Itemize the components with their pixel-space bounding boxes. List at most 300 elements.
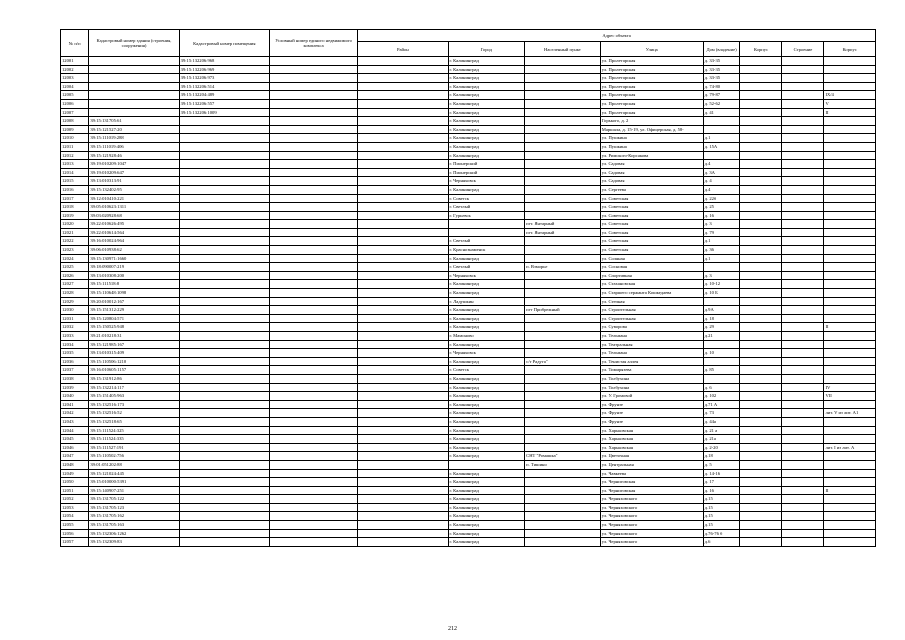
- cell-cad-complex: [269, 469, 357, 478]
- cell-district: [358, 332, 448, 341]
- table-row: [61, 194, 876, 203]
- cell-num: 12002: [61, 65, 89, 74]
- cell-settlement: [525, 246, 601, 255]
- cell-street: ул. Советская: [600, 194, 703, 203]
- table-row: [61, 203, 876, 212]
- cell-house: д.18: [703, 452, 740, 461]
- cell-block: II: [824, 486, 876, 495]
- cell-settlement: [525, 185, 601, 194]
- cell-house: д. 41: [703, 108, 740, 117]
- cell-city: г. Калининград: [448, 512, 525, 521]
- cell-district: [358, 220, 448, 229]
- cell-street: ул. Советская: [600, 237, 703, 246]
- cell-cad-building: 39:03:020928:68: [89, 211, 179, 220]
- cell-street: ул. Харьковская: [600, 443, 703, 452]
- cell-district: [358, 400, 448, 409]
- cell-cad-building: 39:15:151312:229: [89, 306, 179, 315]
- cell-house: д. 22б: [703, 194, 740, 203]
- cell-house: д. 16: [703, 211, 740, 220]
- cell-settlement: [525, 503, 601, 512]
- cell-city: г. Калининград: [448, 538, 525, 547]
- cell-street: ул. Стахановская: [600, 280, 703, 289]
- cell-district: [358, 306, 448, 315]
- cell-house: д. 17: [703, 478, 740, 487]
- cell-cad-room: [179, 263, 269, 272]
- cell-num: 12028: [61, 289, 89, 298]
- cell-settlement: [525, 443, 601, 452]
- cell-cad-room: [179, 409, 269, 418]
- cell-structure: [782, 323, 824, 332]
- cell-cad-room: 39:15:132206:557: [179, 99, 269, 108]
- cell-district: [358, 151, 448, 160]
- cell-district: [358, 228, 448, 237]
- cell-cad-building: [89, 57, 179, 66]
- cell-block: [824, 512, 876, 521]
- cell-district: [358, 452, 448, 461]
- cell-block: [824, 426, 876, 435]
- cell-num: 12046: [61, 443, 89, 452]
- cell-settlement: [525, 142, 601, 151]
- cell-cad-building: 39:15:121985:167: [89, 340, 179, 349]
- cell-cad-complex: [269, 512, 357, 521]
- cell-block: [824, 503, 876, 512]
- cell-cad-building: 39:19:010209:647: [89, 168, 179, 177]
- cell-cad-complex: [269, 220, 357, 229]
- table-row: [61, 297, 876, 306]
- cell-block: [824, 314, 876, 323]
- table-row: [61, 392, 876, 401]
- cell-korpus: [740, 332, 782, 341]
- table-row: [61, 134, 876, 143]
- cell-street: ул. Садовая: [600, 177, 703, 186]
- cell-house: д. 44а: [703, 417, 740, 426]
- cell-settlement: [525, 478, 601, 487]
- cell-korpus: [740, 460, 782, 469]
- cell-city: г. Светлый: [448, 263, 525, 272]
- cell-city: г. Калининград: [448, 495, 525, 504]
- cell-cad-room: [179, 443, 269, 452]
- cell-settlement: [525, 91, 601, 100]
- cell-num: 12021: [61, 228, 89, 237]
- cell-cad-room: [179, 203, 269, 212]
- cell-num: 12049: [61, 469, 89, 478]
- cell-korpus: [740, 108, 782, 117]
- cell-house: д.15: [703, 503, 740, 512]
- cell-block: [824, 417, 876, 426]
- cell-cad-room: [179, 314, 269, 323]
- cell-structure: [782, 177, 824, 186]
- header-street: Улица: [600, 42, 703, 57]
- cell-street: ул. Советская: [600, 246, 703, 255]
- cell-num: 12009: [61, 125, 89, 134]
- cell-city: г. Калининград: [448, 82, 525, 91]
- cell-cad-complex: [269, 478, 357, 487]
- cell-cad-room: [179, 478, 269, 487]
- cell-settlement: [525, 57, 601, 66]
- cell-cad-complex: [269, 426, 357, 435]
- cell-cad-building: 39:15:151405:963: [89, 392, 179, 401]
- cell-street: ул. Тельмана: [600, 332, 703, 341]
- cell-cad-room: [179, 503, 269, 512]
- cell-street: ул. Сергеева: [600, 185, 703, 194]
- cell-cad-complex: [269, 74, 357, 83]
- cell-city: г. Калининград: [448, 340, 525, 349]
- cell-city: г. Калининград: [448, 151, 525, 160]
- cell-korpus: [740, 91, 782, 100]
- cell-street: ул. Строительная: [600, 314, 703, 323]
- cell-korpus: [740, 134, 782, 143]
- cell-cad-complex: [269, 340, 357, 349]
- cell-structure: [782, 426, 824, 435]
- cell-num: 12051: [61, 486, 89, 495]
- cell-num: 12006: [61, 99, 89, 108]
- cell-cad-complex: [269, 65, 357, 74]
- cell-house: д. 10: [703, 349, 740, 358]
- cell-district: [358, 271, 448, 280]
- cell-cad-room: [179, 125, 269, 134]
- cell-cad-complex: [269, 177, 357, 186]
- cell-cad-room: [179, 460, 269, 469]
- cell-district: [358, 289, 448, 298]
- cell-house: д. 25: [703, 203, 740, 212]
- header-house: Дом (владение): [703, 42, 740, 57]
- cell-structure: [782, 297, 824, 306]
- cell-district: [358, 503, 448, 512]
- cell-district: [358, 529, 448, 538]
- cell-house: д.15: [703, 512, 740, 521]
- cell-settlement: [525, 400, 601, 409]
- cell-num: 12047: [61, 452, 89, 461]
- cell-block: [824, 280, 876, 289]
- table-row: [61, 495, 876, 504]
- cell-district: [358, 91, 448, 100]
- cell-cad-building: 39:15:111019:288: [89, 134, 179, 143]
- cell-house: д.4: [703, 185, 740, 194]
- header-block: Корпус: [824, 42, 876, 57]
- cell-structure: [782, 91, 824, 100]
- cell-num: 12054: [61, 512, 89, 521]
- table-row: [61, 452, 876, 461]
- cell-num: 12015: [61, 177, 89, 186]
- cell-district: [358, 177, 448, 186]
- cell-structure: [782, 65, 824, 74]
- cell-block: [824, 263, 876, 272]
- cell-cad-room: [179, 340, 269, 349]
- cell-cad-room: [179, 400, 269, 409]
- cell-house: д.71 А: [703, 400, 740, 409]
- cell-house: д. 4: [703, 177, 740, 186]
- table-row: [61, 271, 876, 280]
- cell-house: д.1: [703, 134, 740, 143]
- cell-settlement: [525, 521, 601, 530]
- cell-korpus: [740, 99, 782, 108]
- cell-house: д. 18: [703, 314, 740, 323]
- cell-cad-room: [179, 117, 269, 126]
- cell-korpus: [740, 82, 782, 91]
- cell-korpus: [740, 512, 782, 521]
- table-row: [61, 108, 876, 117]
- cell-cad-building: 39:15:110506:1210: [89, 357, 179, 366]
- table-row: [61, 400, 876, 409]
- cell-district: [358, 349, 448, 358]
- cell-district: [358, 366, 448, 375]
- cell-house: [703, 117, 740, 126]
- cell-city: [448, 460, 525, 469]
- cell-structure: [782, 134, 824, 143]
- cell-cad-building: 39:06:010938:62: [89, 246, 179, 255]
- cell-korpus: [740, 151, 782, 160]
- cell-settlement: п. Взморье: [525, 263, 601, 272]
- cell-cad-complex: [269, 168, 357, 177]
- cell-korpus: [740, 289, 782, 298]
- cell-street: ул. Пролетарская: [600, 99, 703, 108]
- cell-structure: [782, 246, 824, 255]
- cell-structure: [782, 374, 824, 383]
- cell-district: [358, 469, 448, 478]
- table-row: [61, 521, 876, 530]
- cell-street: Горького, д. 2: [600, 117, 703, 126]
- cell-structure: [782, 203, 824, 212]
- cell-street: ул. Черняховского: [600, 503, 703, 512]
- cell-structure: [782, 237, 824, 246]
- cell-block: [824, 177, 876, 186]
- header-city: Город: [448, 42, 525, 57]
- cell-structure: [782, 400, 824, 409]
- cell-city: г. Мамоново: [448, 332, 525, 341]
- cell-district: [358, 435, 448, 444]
- cell-cad-building: [89, 108, 179, 117]
- cell-house: д. 10 Б: [703, 289, 740, 298]
- cell-block: [824, 478, 876, 487]
- cell-street: ул. Садовая: [600, 160, 703, 169]
- cell-settlement: [525, 340, 601, 349]
- cell-block: [824, 211, 876, 220]
- cell-num: 12019: [61, 211, 89, 220]
- cell-cad-complex: [269, 503, 357, 512]
- cell-city: г. Калининград: [448, 108, 525, 117]
- cell-settlement: [525, 417, 601, 426]
- cell-korpus: [740, 400, 782, 409]
- cell-structure: [782, 392, 824, 401]
- cell-block: [824, 366, 876, 375]
- cell-cad-building: 39:15:132402:95: [89, 185, 179, 194]
- cell-city: г. Калининград: [448, 392, 525, 401]
- cell-block: [824, 340, 876, 349]
- cell-district: [358, 357, 448, 366]
- table-row: [61, 426, 876, 435]
- cell-num: 12042: [61, 409, 89, 418]
- cell-street: ул. Советская: [600, 220, 703, 229]
- cell-korpus: [740, 503, 782, 512]
- cell-street: ул. Черняховского: [600, 521, 703, 530]
- cell-street: ул. Сосновая: [600, 263, 703, 272]
- cell-num: 12026: [61, 271, 89, 280]
- cell-korpus: [740, 228, 782, 237]
- cell-house: д.21: [703, 332, 740, 341]
- cell-cad-complex: [269, 194, 357, 203]
- cell-cad-complex: [269, 185, 357, 194]
- cell-house: д. 29: [703, 323, 740, 332]
- cell-num: 12048: [61, 460, 89, 469]
- cell-korpus: [740, 435, 782, 444]
- cell-block: [824, 57, 876, 66]
- cell-city: г. Советск: [448, 366, 525, 375]
- cell-cad-building: 39:15:110502:756: [89, 452, 179, 461]
- cell-cad-complex: [269, 409, 357, 418]
- cell-city: г. Калининград: [448, 529, 525, 538]
- cell-cad-complex: [269, 271, 357, 280]
- table-row: [61, 125, 876, 134]
- cell-house: д.9А: [703, 306, 740, 315]
- cell-city: г. Калининград: [448, 254, 525, 263]
- cell-cad-building: 39:15:132516:52: [89, 409, 179, 418]
- cell-num: 12044: [61, 426, 89, 435]
- cell-korpus: [740, 538, 782, 547]
- cell-house: д. 33-35: [703, 74, 740, 83]
- cell-structure: [782, 160, 824, 169]
- cell-block: [824, 374, 876, 383]
- cell-structure: [782, 349, 824, 358]
- cell-house: д. 79: [703, 228, 740, 237]
- cell-block: [824, 203, 876, 212]
- table-row: [61, 306, 876, 315]
- cell-num: 12023: [61, 246, 89, 255]
- cell-cad-room: [179, 160, 269, 169]
- cell-cad-complex: [269, 237, 357, 246]
- table-row: [61, 263, 876, 272]
- cell-city: г. Светлый: [448, 203, 525, 212]
- cell-block: [824, 306, 876, 315]
- cell-district: [358, 443, 448, 452]
- cell-korpus: [740, 486, 782, 495]
- table-body: [61, 57, 876, 547]
- cell-city: г. Калининград: [448, 443, 525, 452]
- cell-structure: [782, 280, 824, 289]
- cell-settlement: [525, 323, 601, 332]
- cell-settlement: [525, 366, 601, 375]
- cell-cad-building: [89, 74, 179, 83]
- cell-num: 12020: [61, 220, 89, 229]
- table-row: [61, 314, 876, 323]
- cell-korpus: [740, 349, 782, 358]
- cell-block: IX/4: [824, 91, 876, 100]
- cell-cad-complex: [269, 495, 357, 504]
- cell-structure: [782, 254, 824, 263]
- cell-house: д. 2-20: [703, 443, 740, 452]
- cell-settlement: [525, 289, 601, 298]
- cell-district: [358, 125, 448, 134]
- cell-street: ул. У. Громовой: [600, 392, 703, 401]
- cell-settlement: [525, 194, 601, 203]
- cell-district: [358, 108, 448, 117]
- table-row: [61, 220, 876, 229]
- cell-settlement: [525, 512, 601, 521]
- cell-cad-building: 39:21:010218:31: [89, 332, 179, 341]
- cell-settlement: пгт Прибрежный: [525, 306, 601, 315]
- cell-structure: [782, 495, 824, 504]
- cell-cad-room: [179, 452, 269, 461]
- table-row: [61, 168, 876, 177]
- cell-house: д. 74-80: [703, 82, 740, 91]
- cell-district: [358, 74, 448, 83]
- cell-structure: [782, 74, 824, 83]
- table-row: [61, 435, 876, 444]
- cell-cad-building: 39:15:111524:335: [89, 435, 179, 444]
- cell-settlement: [525, 409, 601, 418]
- cell-korpus: [740, 374, 782, 383]
- table-row: [61, 246, 876, 255]
- table-row: [61, 417, 876, 426]
- table-row: [61, 409, 876, 418]
- cell-cad-building: 39:22:010626:495: [89, 220, 179, 229]
- cell-cad-complex: [269, 263, 357, 272]
- cell-street: Маршала, д. 15-19, ул. Офицерская, д. 58-: [600, 125, 703, 134]
- cell-city: г. Калининград: [448, 314, 525, 323]
- cell-house: д. 33-35: [703, 57, 740, 66]
- cell-cad-complex: [269, 366, 357, 375]
- cell-cad-complex: [269, 117, 357, 126]
- table-row: [61, 383, 876, 392]
- cell-num: 12003: [61, 74, 89, 83]
- cell-cad-complex: [269, 521, 357, 530]
- cell-korpus: [740, 280, 782, 289]
- cell-street: ул. Римского-Корсакова: [600, 151, 703, 160]
- cell-block: [824, 289, 876, 298]
- cell-city: г. Краснознаменск: [448, 246, 525, 255]
- cell-city: г. Светлый: [448, 237, 525, 246]
- cell-street: ул. Черниговская: [600, 486, 703, 495]
- table-row: [61, 82, 876, 91]
- cell-cad-room: 39:15:132206:968: [179, 57, 269, 66]
- table-row: [61, 469, 876, 478]
- cell-district: [358, 280, 448, 289]
- cell-num: 12041: [61, 400, 89, 409]
- cell-block: [824, 400, 876, 409]
- cell-settlement: п. Тишино: [525, 460, 601, 469]
- cell-structure: [782, 108, 824, 117]
- cell-cad-room: [179, 280, 269, 289]
- cell-num: 12011: [61, 142, 89, 151]
- cell-cad-room: [179, 512, 269, 521]
- cell-korpus: [740, 125, 782, 134]
- cell-num: 12037: [61, 366, 89, 375]
- table-row: [61, 117, 876, 126]
- table-row: [61, 357, 876, 366]
- cell-block: [824, 435, 876, 444]
- cell-num: 12040: [61, 392, 89, 401]
- cell-settlement: [525, 237, 601, 246]
- cell-structure: [782, 512, 824, 521]
- cell-cad-room: [179, 211, 269, 220]
- cell-district: [358, 409, 448, 418]
- cell-district: [358, 57, 448, 66]
- cell-cad-building: 39:15:131705:163: [89, 521, 179, 530]
- cell-cad-room: [179, 357, 269, 366]
- cell-settlement: [525, 435, 601, 444]
- cell-korpus: [740, 194, 782, 203]
- cell-block: [824, 65, 876, 74]
- cell-structure: [782, 383, 824, 392]
- cell-korpus: [740, 340, 782, 349]
- cell-cad-room: [179, 220, 269, 229]
- cell-city: г. Калининград: [448, 478, 525, 487]
- cell-korpus: [740, 409, 782, 418]
- cell-street: ул. Строительная: [600, 306, 703, 315]
- cell-num: 12001: [61, 57, 89, 66]
- cell-house: д. 36: [703, 246, 740, 255]
- cell-district: [358, 495, 448, 504]
- cell-cad-building: 39:16:010024:964: [89, 237, 179, 246]
